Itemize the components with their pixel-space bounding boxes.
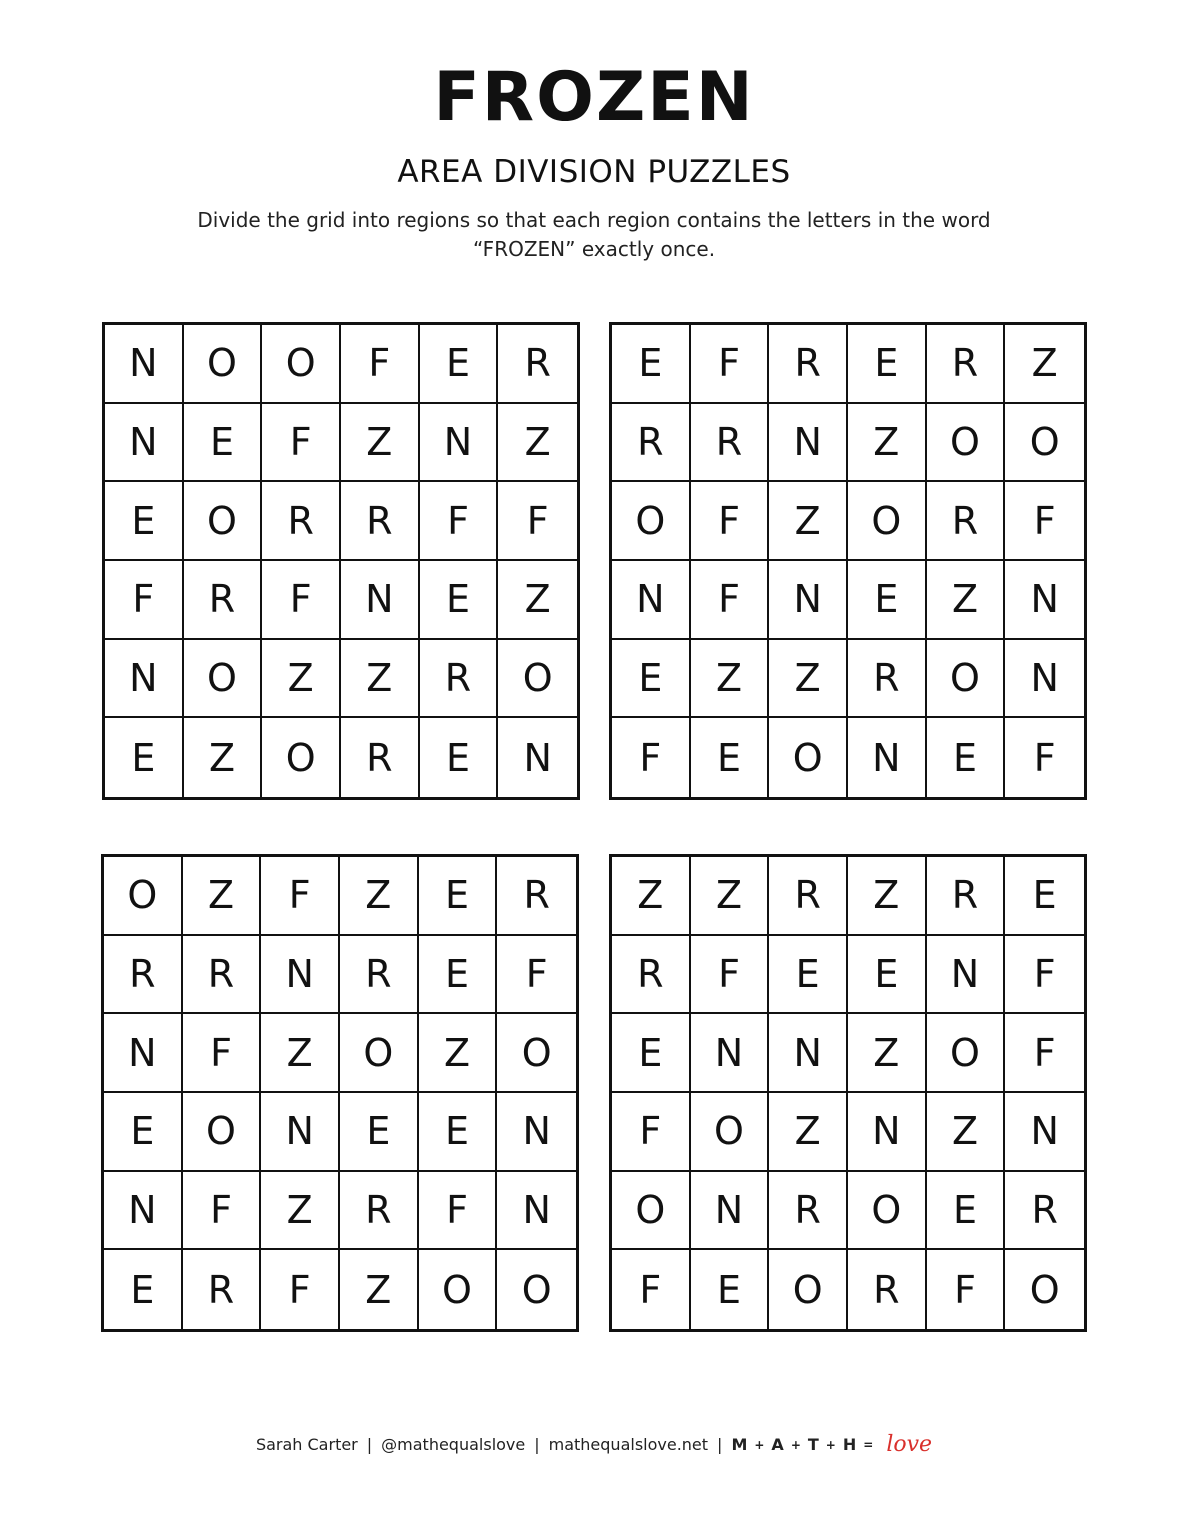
grid-cell: O [262,325,341,404]
grid-cell: Z [419,1014,498,1093]
grid-cell: Z [927,561,1006,640]
grid-cell: O [612,482,691,561]
grid-cell: F [183,1014,262,1093]
grid-cell: N [105,325,184,404]
grid-cell: O [340,1014,419,1093]
grid-cell: E [691,718,770,797]
grid-cell: Z [769,640,848,719]
grid-cell: R [927,325,1006,404]
grid-cell: N [769,561,848,640]
grid-cell: F [183,1172,262,1251]
grid-cell: N [691,1014,770,1093]
grid-cell: N [497,1093,576,1172]
grid-cell: R [340,1172,419,1251]
grid-cell: N [691,1172,770,1251]
page-title: FROZEN [433,58,755,137]
grid-cell: E [419,857,498,936]
grid-cell: O [848,1172,927,1251]
logo-plus: + [825,1437,837,1452]
grid-cell: F [612,1250,691,1329]
grid-cell: O [1029,1267,1060,1312]
brand-logo [731,1432,932,1457]
grid-cell: Z [848,404,927,483]
grid-cell: O [498,640,577,719]
grid-cell: Z [848,1014,927,1093]
grid-cell: E [104,1250,183,1329]
grid-cell: Z [1005,325,1084,404]
grid-cell: Z [927,1093,1006,1172]
grid-cell: F [1033,735,1056,780]
grid-cell: N [105,404,184,483]
grid-cell: O [521,1267,552,1312]
grid-cell: Z [691,857,770,936]
grid-cell: N [848,1093,927,1172]
grid-cell: N [612,561,691,640]
grid-cell: R [420,640,499,719]
grid-cell: F [1005,1014,1084,1093]
grid-cell: O [927,404,1006,483]
grid-cell: E [691,1250,770,1329]
grid-cell: F [105,561,184,640]
grid-cell: N [105,640,184,719]
grid-cell: R [769,1172,848,1251]
logo-letter-a: A [771,1435,785,1454]
grid-cell: Z [848,857,927,936]
grid-cell: E [927,718,1006,797]
grid-cell: E [184,404,263,483]
grid-cell: N [1005,1093,1084,1172]
grid-cell: O [691,1093,770,1172]
grid-cell: E [420,718,499,797]
grid-cell: E [848,936,927,1015]
grid-cell: E [419,936,498,1015]
grid-cell: R [341,718,420,797]
grid-cell: N [848,718,927,797]
grid-cell: R [1005,1172,1084,1251]
instructions-text: Divide the grid into regions so that each region contains the letters in the word “FROZEN” exactly once. [197,208,991,261]
grid-cell: R [104,936,183,1015]
grid-cell: F [612,718,691,797]
grid-cell: E [612,325,691,404]
grid-cell: R [184,561,263,640]
grid-cell: N [1005,640,1084,719]
grid-cell: E [848,561,927,640]
grid-cell: F [262,404,341,483]
grid-cell: Z [769,1093,848,1172]
grid-cell: F [1005,936,1084,1015]
grid-cell: R [183,1250,262,1329]
puzzle-grid-1 [102,322,580,800]
grid-cell: F [691,936,770,1015]
grid-cell: O [769,718,848,797]
grid-cell: F [612,1093,691,1172]
grid-cell: E [420,561,499,640]
grid-cell: E [104,1093,183,1172]
grid-cell: N [523,735,552,780]
logo-plus: + [754,1437,766,1452]
grid-cell: E [848,325,927,404]
puzzle-grid-3 [101,854,579,1332]
grid-cell: Z [498,561,577,640]
grid-cell: R [340,936,419,1015]
grid-cell: O [612,1172,691,1251]
grid-cell: R [927,482,1006,561]
grid-cell: Z [184,718,263,797]
grid-cell: E [769,936,848,1015]
grid-cell: O [262,718,341,797]
grid-cell: Z [183,857,262,936]
grid-cell: R [769,325,848,404]
grid-cell: Z [261,1014,340,1093]
grid-cell: R [183,936,262,1015]
grid-cell: E [420,325,499,404]
grid-cell: F [261,1250,340,1329]
footer [0,1432,1188,1457]
grid-cell: F [927,1250,1006,1329]
grid-cell: E [612,640,691,719]
grid-cell: N [341,561,420,640]
grid-cell: E [612,1014,691,1093]
grid-cell: R [612,936,691,1015]
logo-plus: + [790,1437,802,1452]
grid-cell: F [1005,482,1084,561]
grid-cell: E [927,1172,1006,1251]
grid-cell: F [497,936,576,1015]
grid-cell: F [262,561,341,640]
grid-cell: R [769,857,848,936]
grid-cell: Z [340,857,419,936]
grid-cell: O [104,857,183,936]
grid-cell: Z [262,640,341,719]
grid-cell: N [927,936,1006,1015]
grid-cell: E [105,718,184,797]
grid-cell: F [691,325,770,404]
grid-cell: E [419,1093,498,1172]
puzzle-grid-4 [609,854,1087,1332]
grid-cell: O [927,1014,1006,1093]
grid-cell: Z [341,404,420,483]
grid-cell: R [341,482,420,561]
footer-separator: | [717,1435,723,1454]
grid-cell: O [419,1250,498,1329]
grid-cell: F [691,561,770,640]
grid-cell: O [184,482,263,561]
grid-cell: F [420,482,499,561]
grid-cell: N [261,1093,340,1172]
footer-separator: | [366,1435,373,1454]
grid-cell: R [498,325,577,404]
grid-cell: Z [340,1250,419,1329]
grid-cell: N [497,1172,576,1251]
grid-cell: R [691,404,770,483]
grid-cell: O [184,325,263,404]
grid-cell: R [927,857,1006,936]
grid-cell: N [769,404,848,483]
grid-cell: R [262,482,341,561]
grid-cell: F [498,482,577,561]
grid-cell: E [1005,857,1084,936]
grid-cell: F [419,1172,498,1251]
grid-cell: E [105,482,184,561]
logo-letter-t: T [807,1435,820,1454]
grid-cell: R [848,640,927,719]
footer-author: Sarah Carter [255,1435,358,1454]
grid-cell: O [848,482,927,561]
grid-cell: O [927,640,1006,719]
grid-cell: N [769,1014,848,1093]
grid-cell: N [420,404,499,483]
grid-cell: R [497,857,576,936]
grid-cell: F [691,482,770,561]
puzzle-grid-2 [609,322,1087,800]
logo-letter-m: M [731,1435,749,1454]
grid-cell: O [497,1014,576,1093]
grid-cell: R [612,404,691,483]
logo-letter-h: H [842,1435,858,1454]
grid-cell: Z [612,857,691,936]
footer-website: mathequalslove.net [548,1435,709,1454]
grid-cell: Z [261,1172,340,1251]
logo-equals: = [863,1437,875,1452]
grid-cell: O [769,1250,848,1329]
grid-cell: N [261,936,340,1015]
grid-cell: O [1005,404,1084,483]
grid-cell: Z [341,640,420,719]
footer-separator: | [534,1435,540,1454]
footer-handle: @mathequalslove [381,1435,526,1454]
grid-cell: O [183,1093,262,1172]
grid-cell: E [340,1093,419,1172]
grid-cell: F [341,325,420,404]
page-subtitle: AREA DIVISION PUZZLES [397,154,791,190]
grid-cell: N [104,1014,183,1093]
grid-cell: F [261,857,340,936]
grid-cell: R [848,1250,927,1329]
grid-cell: Z [691,640,770,719]
grid-cell: Z [769,482,848,561]
grid-cell: N [1005,561,1084,640]
grid-cell: N [104,1172,183,1251]
grid-cell: O [184,640,263,719]
grid-cell: Z [498,404,577,483]
logo-script-love: love [886,1432,933,1457]
